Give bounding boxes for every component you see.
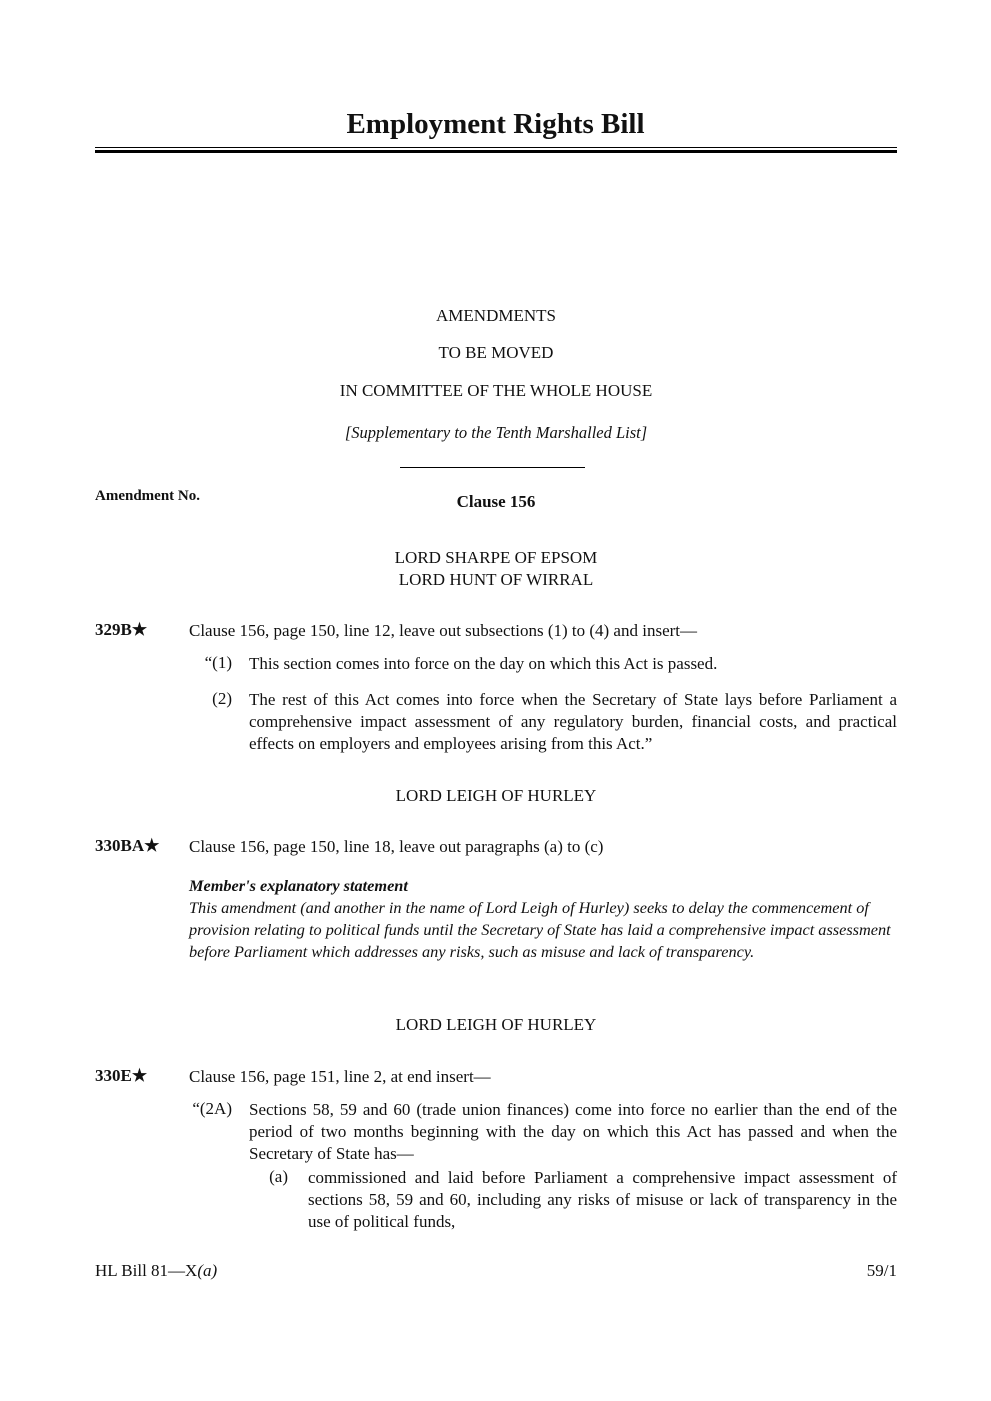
amendment-text: Clause 156, page 151, line 2, at end insert— xyxy=(189,1067,491,1086)
subsection-label: “(2A) xyxy=(192,1099,232,1118)
sponsor-group-1 xyxy=(95,547,897,591)
document-title: Employment Rights Bill xyxy=(346,108,645,140)
amendment-no-label: Amendment No. xyxy=(95,488,200,504)
title-rule-thick xyxy=(95,150,897,153)
amendment-number: 330E★ xyxy=(95,1066,148,1085)
subsection-text: The rest of this Act comes into force when the Secretary of State lays before Parliament a comprehensive impact assessment of any regulatory burden, financial costs, and practical effects on employers and employees arising from this Act.” xyxy=(249,690,897,753)
heading-amendments: AMENDMENTS xyxy=(436,306,556,325)
paragraph-text: commissioned and laid before Parliament a comprehensive impact assessment of sections 58, 59 and 60, including any risks of misuse or lack of transparency in the use of political funds, xyxy=(308,1168,897,1231)
subsection-text: Sections 58, 59 and 60 (trade union finances) come into force no earlier than the end of the period of two months beginning with the day on which this Act has passed and when the Secretary of State has— xyxy=(249,1100,897,1163)
heading-subtitle: [Supplementary to the Tenth Marshalled List] xyxy=(344,423,648,442)
clause-heading: Clause 156 xyxy=(456,492,536,511)
amendment-text: Clause 156, page 150, line 12, leave out subsections (1) to (4) and insert— xyxy=(189,621,697,640)
page-number: 59/1 xyxy=(866,1261,897,1280)
heading-committee: IN COMMITTEE OF THE WHOLE HOUSE xyxy=(339,381,653,400)
bill-reference: HL Bill 81—X(a) xyxy=(95,1261,218,1280)
divider xyxy=(400,467,585,468)
amendment-number: 330BA★ xyxy=(95,836,160,855)
sponsor: LORD LEIGH OF HURLEY xyxy=(395,786,597,805)
subsection-text: This section comes into force on the day on which this Act is passed. xyxy=(249,654,718,673)
explanatory-statement-heading: Member's explanatory statement xyxy=(189,876,408,895)
sponsor: LORD HUNT OF WIRRAL xyxy=(398,570,594,589)
paragraph-label: (a) xyxy=(269,1167,288,1186)
sponsor: LORD SHARPE OF EPSOM xyxy=(394,548,598,567)
title-rule xyxy=(95,147,897,148)
subsection-label: (2) xyxy=(212,689,232,708)
sponsor: LORD LEIGH OF HURLEY xyxy=(395,1015,597,1034)
amendment-text: Clause 156, page 150, line 18, leave out paragraphs (a) to (c) xyxy=(189,837,604,856)
heading-to-be-moved: TO BE MOVED xyxy=(438,343,554,362)
subsection-label: “(1) xyxy=(204,653,232,672)
amendment-number: 329B★ xyxy=(95,620,148,639)
explanatory-statement: This amendment (and another in the name of Lord Leigh of Hurley) seeks to delay the commencement of provision relating to political funds until the Secretary of State has laid a comprehensive impact assessment before Parliament which addresses any risks, such as misuse and lack of transparency. xyxy=(189,898,891,961)
